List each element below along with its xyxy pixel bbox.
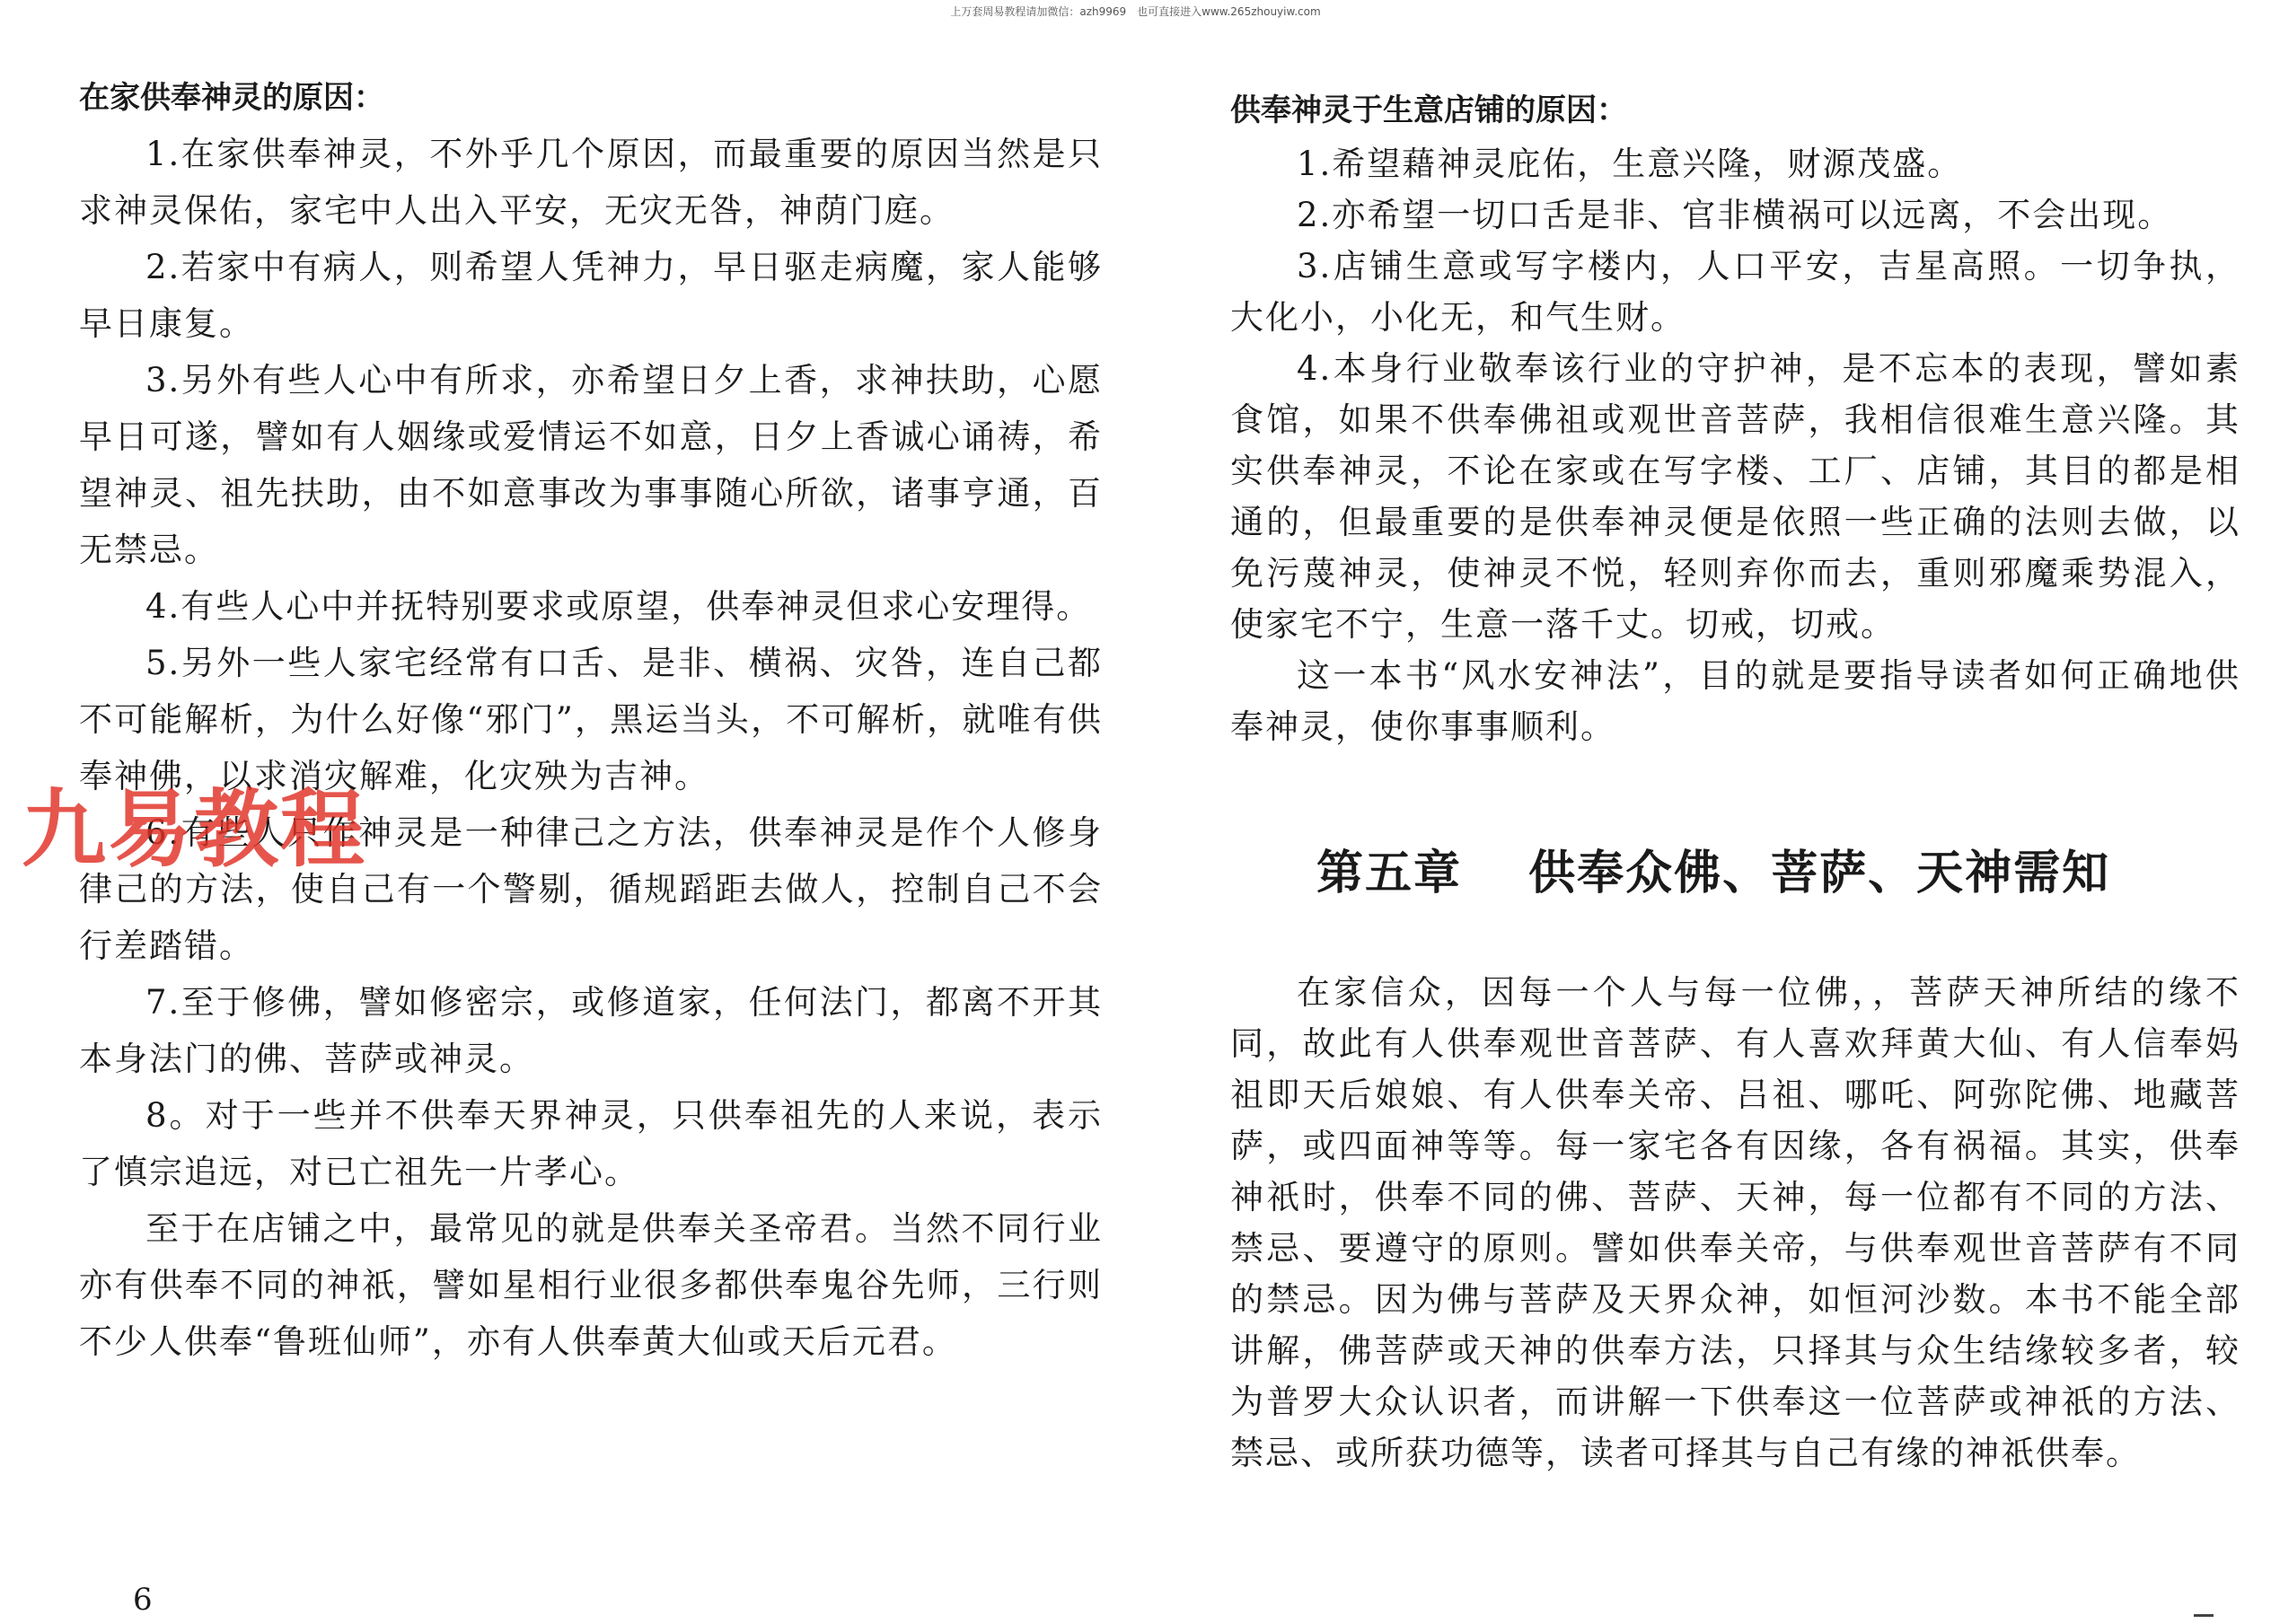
paragraph: 在家信众，因每一个人与每一位佛，，菩萨天神所结的缘不同，故此有人供奉观世音菩萨、有人喜欢拜黄大仙、有人信奉妈祖即天后娘娘、有人供奉关帝、吕祖、哪吒、阿弥陀佛、地藏菩萨，或四面神等等。每一家宅各有因缘，各有祸福。其实，供奉神祇时，供奉不同的佛、菩萨、天神，每一位都有不同的方法、禁忌、要遵守的原则。譬如供奉关帝，与供奉观世音菩萨有不同的禁忌。因为佛与菩萨及天界众神，如恒河沙数。本书不能全部讲解，佛菩萨或天神的供奉方法，只择其与众生结缘较多者，较为普罗大众认识者，而讲解一下供奉这一位菩萨或神祇的方法、禁忌、或所获功德等，读者可择其与自己有缘的神祇供奉。 (1230, 973, 2240, 1472)
paragraph: 1.在家供奉神灵，不外乎几个原因，而最重要的原因当然是只求神灵保佑，家宅中人出入平安，无灾无咎，神荫门庭。 (79, 135, 1103, 230)
paragraph: 至于在店铺之中，最常见的就是供奉关圣帝君。当然不同行业亦有供奉不同的神祇，譬如星相行业很多都供奉鬼谷先师，三行则不少人供奉“鲁班仙师”，亦有人供奉黄大仙或天后元君。 (79, 1209, 1103, 1361)
paragraph: 5.另外一些人家宅经常有口舌、是非、横祸、灾咎，连自己都不可能解析，为什么好像“邪门”，黑运当头，不可解析，就唯有供奉神佛，以求消灾解难，化灾殃为吉神。 (79, 644, 1103, 795)
paragraph: 7.至于修佛，譬如修密宗，或修道家，任何法门，都离不开其本身法门的佛、菩萨或神灵。 (79, 983, 1103, 1078)
paragraph: 这一本书“风水安神法”，目的就是要指导读者如何正确地供奉神灵，使你事事顺利。 (1230, 656, 2240, 746)
watermark-logo: 九易教程 (22, 781, 367, 879)
paragraph: 6.有些人只作神灵是一种律己之方法，供奉神灵是作个人修身律己的方法，使自己有一个警剔，循规蹈距去做人，控制自己不会行差踏错。 (79, 813, 1103, 965)
chapter-title: 第五章 供奉众佛、菩萨、天神需知 (1316, 847, 2111, 900)
paragraph: 2.亦希望一切口舌是非、官非横祸可以远离，不会出现。 (1297, 196, 2173, 234)
margin-mark (2194, 1614, 2214, 1617)
top-banner: 上万套周易教程请加微信：azh9969 也可直接进入www.265zhouyiw.com (950, 5, 1321, 18)
left-column (79, 70, 1103, 1370)
paragraph: 8。对于一些并不供奉天界神灵，只供奉祖先的人来说，表示了慎宗追远，对已亡祖先一片孝心。 (79, 1096, 1103, 1191)
right-page (1135, 0, 2271, 1624)
paragraph: 4.有些人心中并抚特别要求或原望，供奉神灵但求心安理得。 (145, 587, 1092, 626)
page-number: 6 (133, 1582, 153, 1618)
right-column (1230, 83, 2240, 1479)
section-heading-shop: 供奉神灵于生意店铺的原因： (1230, 92, 1627, 128)
left-page (0, 0, 1135, 1624)
paragraph: 1.希望藉神灵庇佑，生意兴隆，财源茂盛。 (1297, 145, 1963, 183)
paragraph: 3.另外有些人心中有所求，亦希望日夕上香，求神扶助，心愿早日可遂，譬如有人姻缘或爱情运不如意，日夕上香诚心诵祷，希望神灵、祖先扶助，由不如意事改为事事随心所欲，诸事亨通，百无禁忌。 (79, 361, 1103, 569)
paragraph: 2.若家中有病人，则希望人凭神力，早日驱走病魔，家人能够早日康复。 (79, 248, 1103, 343)
paragraph: 4.本身行业敬奉该行业的守护神，是不忘本的表现，譬如素食馆，如果不供奉佛祖或观世音菩萨，我相信很难生意兴隆。其实供奉神灵，不论在家或在写字楼、工厂、店铺，其目的都是相通的，但最重要的是供奉神灵便是依照一些正确的法则去做，以免污蔑神灵，使神灵不悦，轻则弃你而去，重则邪魔乘势混入，使家宅不宁，生意一落千丈。切戒，切戒。 (1230, 349, 2240, 644)
paragraph: 3.店铺生意或写字楼内，人口平安，吉星高照。一切争执，大化小，小化无，和气生财。 (1230, 247, 2240, 337)
section-heading-home: 在家供奉神灵的原因： (79, 80, 384, 116)
